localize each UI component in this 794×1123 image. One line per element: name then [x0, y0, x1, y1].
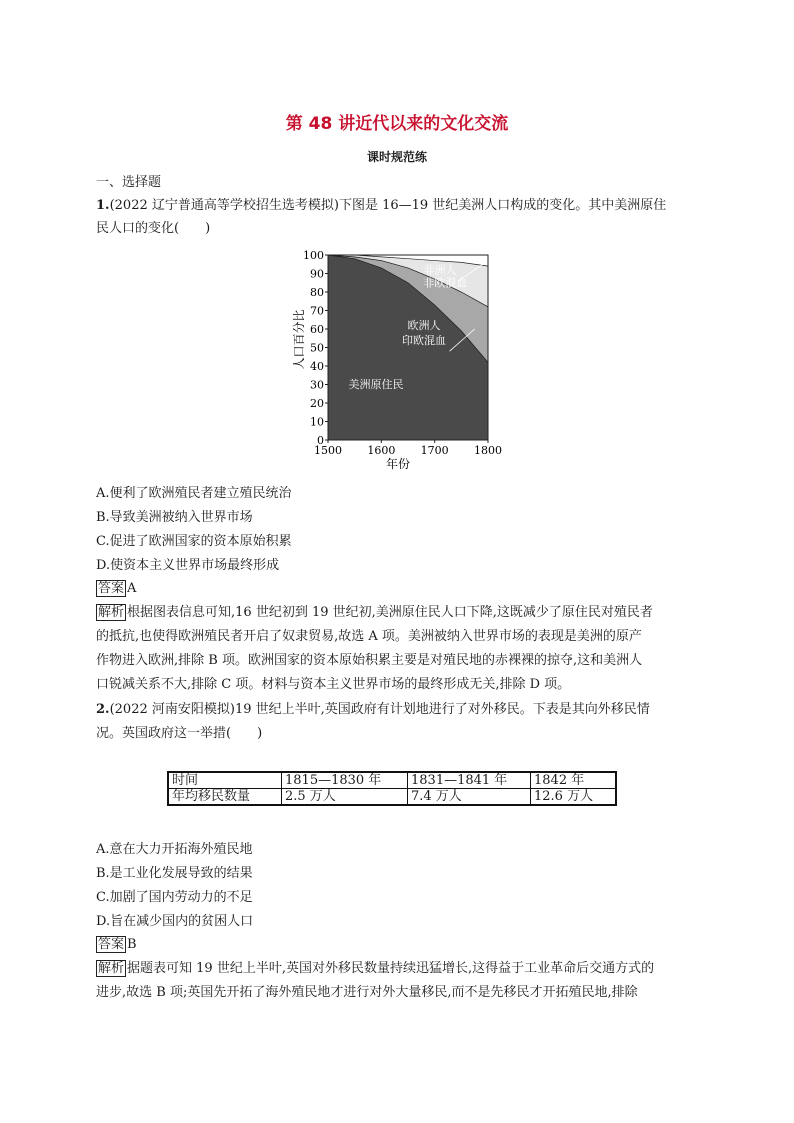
x-tick-label: 1500	[314, 444, 342, 457]
question-2-option-a: A.意在大力开拓海外殖民地	[96, 842, 253, 857]
y-tick-label: 80	[310, 286, 324, 299]
question-1-number: 1.	[96, 198, 110, 213]
question-2-analysis-line-2: 进步,故选 B 项;英国先开拓了海外殖民地才进行对外大量移民,而不是先移民才开拓殖民地,排除	[96, 985, 638, 1000]
question-2-stem-line-2: 况。英国政府这一举措( )	[96, 726, 263, 741]
y-tick-label: 50	[310, 341, 324, 355]
x-tick-label: 1800	[474, 444, 502, 457]
question-1-text: (2022 辽宁普通高等学校招生选考模拟)下图是 16—19 世纪美洲人口构成的变化。其中美洲原住	[109, 198, 667, 213]
label-mulatto: 非欧混血	[423, 276, 468, 290]
question-2-analysis-line-1	[96, 961, 654, 977]
question-2-answer	[96, 937, 137, 953]
question-2-option-d: D.旨在减少国内的贫困人口	[96, 914, 254, 929]
x-tick-label: 1600	[367, 444, 396, 457]
analysis-text: 根据图表信息可知,16 世纪初到 19 世纪初,美洲原住民人口下降,这既减少了原住民对殖民者	[127, 605, 653, 620]
label-native: 美洲原住民	[348, 378, 404, 392]
answer-value: B	[127, 937, 137, 952]
question-1-analysis-line-4: 口锐减关系不大,排除 C 项。材料与资本主义世界市场的最终形成无关,排除 D 项。	[96, 677, 571, 692]
emigration-table	[167, 771, 617, 806]
answer-label: 答案	[98, 581, 125, 596]
y-tick-label: 100	[303, 249, 324, 262]
question-2-text: (2022 河南安阳模拟)19 世纪上半叶,英国政府有计划地进行了对外移民。下表是其向外移民情	[109, 702, 650, 717]
label-european: 欧洲人	[407, 319, 441, 332]
answer-label: 答案	[98, 937, 125, 952]
question-1-analysis-line-2: 的抵抗,也使得欧洲殖民者开启了奴隶贸易,故选 A 项。美洲被纳入世界市场的表现是美洲的原产	[96, 629, 642, 644]
question-1-stem-line-1	[96, 198, 666, 214]
page-title: 第 48 讲近代以来的文化交流	[285, 114, 509, 134]
y-tick-label: 90	[310, 267, 324, 281]
table-cell: 1831—1841 年	[408, 772, 531, 789]
question-2-option-c: C.加剧了国内劳动力的不足	[96, 890, 253, 905]
table-cell: 1815—1830 年	[282, 772, 408, 789]
page-subtitle: 课时规范练	[366, 150, 427, 164]
question-1-option-c: C.促进了欧洲国家的资本原始积累	[96, 534, 292, 549]
analysis-text: 据题表可知 19 世纪上半叶,英国对外移民数量持续迅猛增长,这得益于工业革命后交通方式的	[127, 961, 655, 976]
question-1-option-a: A.便利了欧洲殖民者建立殖民统治	[96, 486, 292, 501]
y-tick-label: 40	[310, 360, 324, 373]
label-mestizo: 印欧混血	[402, 333, 446, 347]
table-cell: 1842 年	[531, 772, 617, 789]
question-1-option-d: D.使资本主义世界市场最终形成	[96, 558, 280, 573]
table-cell: 7.4 万人	[408, 789, 531, 806]
question-2-stem-line-1	[96, 702, 650, 718]
analysis-label: 解析	[98, 961, 125, 976]
y-tick-label: 30	[310, 378, 324, 392]
answer-value: A	[127, 581, 137, 596]
y-tick-label: 10	[310, 415, 324, 429]
table-row	[168, 772, 616, 789]
population-area-chart	[290, 245, 520, 470]
table-cell: 年均移民数量	[168, 789, 282, 806]
question-1-analysis-line-3: 作物进入欧洲,排除 B 项。欧洲国家的资本原始积累主要是对殖民地的赤裸裸的掠夺,这和美洲人	[96, 653, 643, 668]
table-cell: 2.5 万人	[282, 789, 408, 806]
question-2-option-b: B.是工业化发展导致的结果	[96, 866, 253, 881]
y-tick-label: 70	[310, 304, 324, 318]
analysis-label: 解析	[98, 605, 125, 620]
x-axis-label: 年份	[385, 457, 411, 470]
y-tick-label: 0	[317, 434, 324, 447]
y-tick-label: 60	[310, 323, 324, 336]
x-tick-label: 1700	[420, 444, 449, 457]
table-row	[168, 789, 616, 806]
question-1-stem-line-2: 民人口的变化( )	[96, 221, 211, 236]
question-1-answer	[96, 581, 136, 597]
section-heading: 一、选择题	[96, 175, 162, 190]
y-tick-label: 20	[310, 397, 324, 410]
y-axis-label: 人口百分比	[292, 309, 306, 370]
table-cell: 时间	[168, 772, 282, 789]
label-african: 非洲人	[423, 263, 457, 277]
question-1-option-b: B.导致美洲被纳入世界市场	[96, 510, 253, 525]
table-cell: 12.6 万人	[531, 789, 617, 806]
question-1-analysis-line-1	[96, 605, 653, 621]
question-2-number: 2.	[96, 702, 110, 717]
